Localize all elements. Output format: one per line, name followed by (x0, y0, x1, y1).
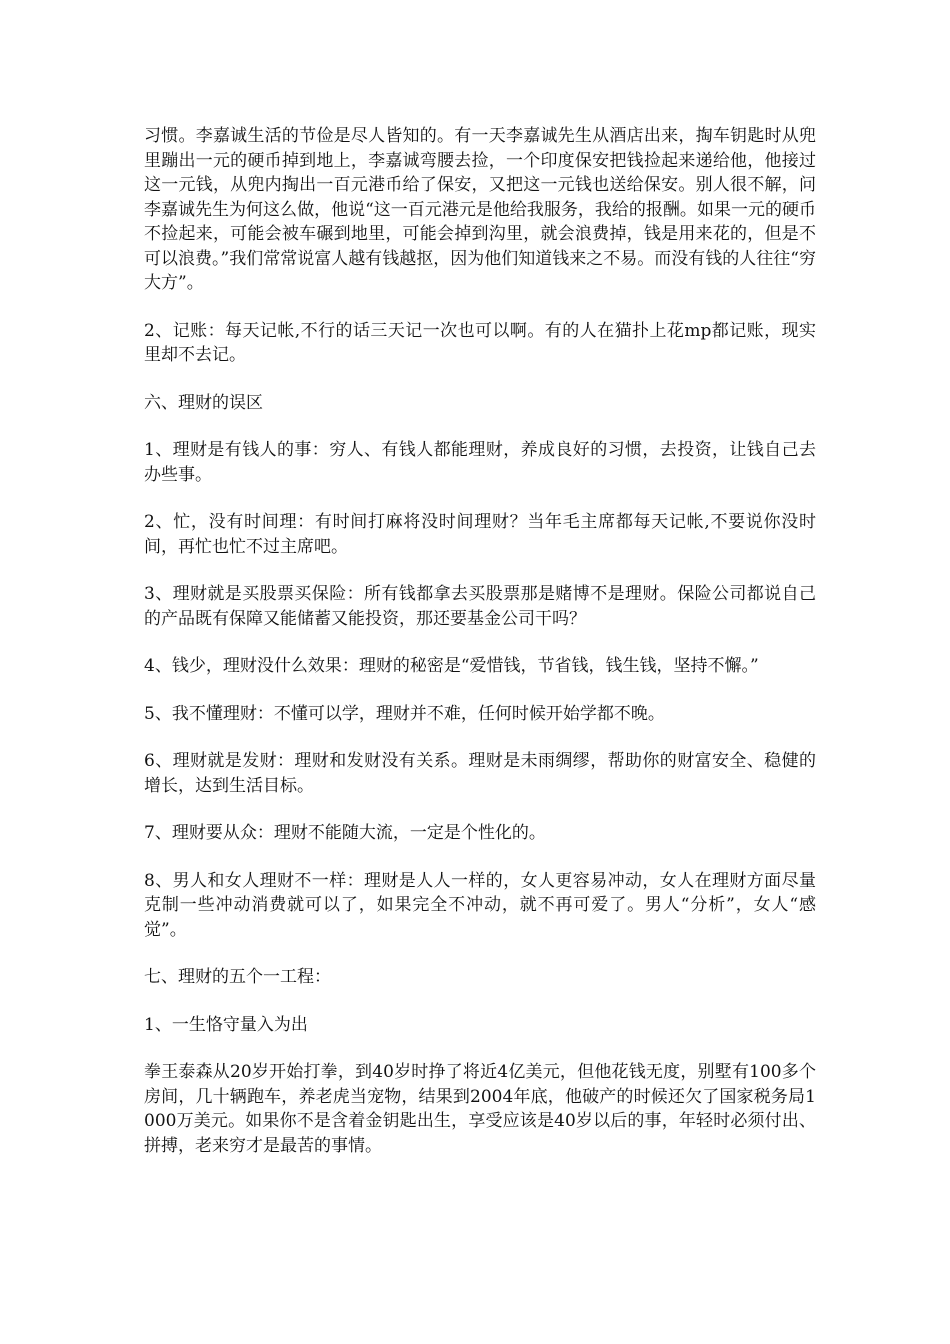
list-item-misconception-8: 8、男人和女人理财不一样：理财是人人一样的，女人更容易冲动，女人在理财方面尽量克制一些冲动消费就可以了，如果完全不冲动，就不再可爱了。男人“分析”，女人“感觉”。 (144, 870, 816, 940)
list-item-misconception-6: 6、理财就是发财：理财和发财没有关系。理财是未雨绸缪，帮助你的财富安全、稳健的增长，达到生活目标。 (144, 751, 816, 796)
list-item-misconception-7: 7、理财要从众：理财不能随大流，一定是个性化的。 (144, 823, 546, 843)
paragraph-tyson-story: 拳王泰森从20岁开始打拳，到40岁时挣了将近4亿美元，但他花钱无度，别墅有100多个房间，几十辆跑车，养老虎当宠物，结果到2004年底，他破产的时候还欠了国家税务局1000万美元。如果你不是含着金钥匙出生，享受应该是40岁以后的事，年轻时必须付出、拼搏，老来穷才是最苦的事情。 (144, 1062, 816, 1156)
list-item-misconception-5: 5、我不懂理财：不懂可以学，理财并不难，任何时候开始学都不晚。 (144, 703, 665, 724)
list-item-misconception-1: 1、理财是有钱人的事：穷人、有钱人都能理财，养成良好的习惯，去投资，让钱自己去办些事。 (144, 440, 816, 485)
list-item-misconception-2: 2、忙，没有时间理：有时间打麻将没时间理财？当年毛主席都每天记帐,不要说你没时间，再忙也忙不过主席吧。 (144, 512, 816, 557)
subheading-live-within-means: 1、一生恪守量入为出 (144, 1014, 308, 1035)
section-heading-misconceptions: 六、理财的误区 (144, 392, 263, 413)
list-item-misconception-3: 3、理财就是买股票买保险：所有钱都拿去买股票那是赌博不是理财。保险公司都说自己的产品既有保障又能储蓄又能投资，那还要基金公司干吗？ (144, 584, 816, 629)
paragraph-bookkeeping: 2、记账：每天记帐,不行的话三天记一次也可以啊。有的人在猫扑上花mp都记账，现实里却不去记。 (144, 320, 816, 365)
section-heading-five-ones: 七、理财的五个一工程： (144, 967, 331, 987)
list-item-misconception-4: 4、钱少，理财没什么效果：理财的秘密是“爱惜钱，节省钱，钱生钱，坚持不懈。” (144, 656, 759, 676)
paragraph-li-ka-shing-story: 习惯。李嘉诚生活的节俭是尽人皆知的。有一天李嘉诚先生从酒店出来，掏车钥匙时从兜里蹦出一元的硬币掉到地上，李嘉诚弯腰去捡，一个印度保安把钱捡起来递给他，他接过这一元钱，从兜内掏出一百元港币给了保安，又把这一元钱也送给保安。别人很不解，问李嘉诚先生为何这么做，他说“这一百元港元是他给我服务，我给的报酬。如果一元的硬币不捡起来，可能会被车碾到地里，可能会掉到沟里，就会浪费掉，钱是用来花的，但是不可以浪费。”我们常常说富人越有钱越抠，因为他们知道钱来之不易。而没有钱的人往往“穷大方”。 (144, 126, 816, 293)
document-body (144, 124, 816, 1181)
